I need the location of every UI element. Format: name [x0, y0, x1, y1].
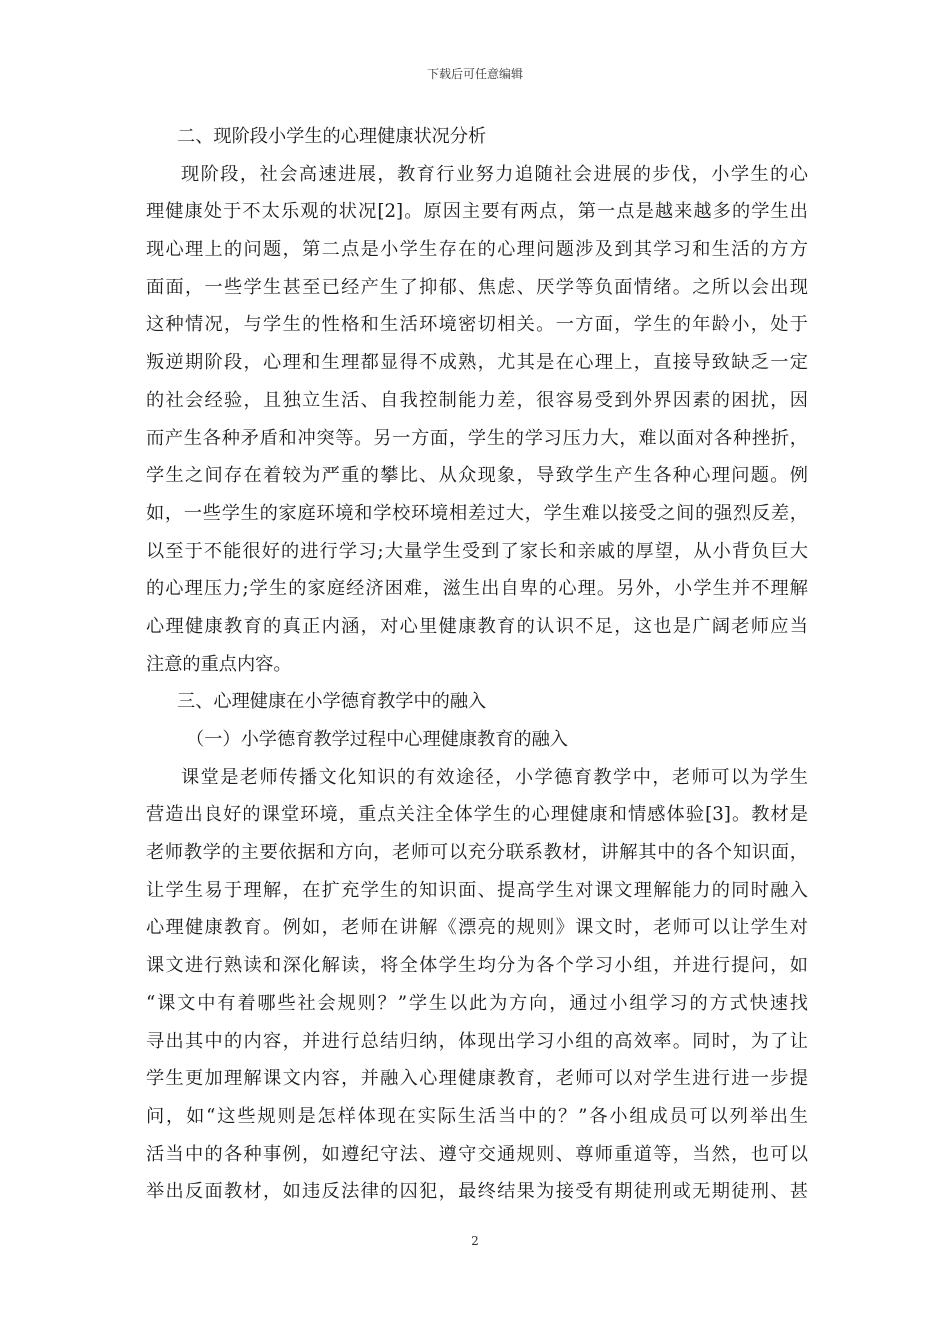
- paragraph-line: 问，如“这些规则是怎样体现在实际生活当中的？”各小组成员可以列举出生: [146, 1105, 808, 1127]
- subsection-heading: （一）小学德育教学过程中心理健康教育的融入: [186, 729, 568, 750]
- paragraph-line: 学生之间存在着较为严重的攀比、从众现象，导致学生产生各种心理问题。例: [146, 465, 808, 487]
- paragraph-line: 注意的重点内容。: [146, 653, 292, 675]
- paragraph-line: 而产生各种矛盾和冲突等。另一方面，学生的学习压力大，难以面对各种挫折，: [146, 427, 808, 449]
- paragraph-line: 老师教学的主要依据和方向，老师可以充分联系教材，讲解其中的各个知识面，: [146, 842, 808, 864]
- paragraph-line: 以至于不能很好的进行学习;大量学生受到了家长和亲戚的厚望，从小背负巨大: [146, 540, 808, 562]
- paragraph-line: 让学生易于理解，在扩充学生的知识面、提高学生对课文理解能力的同时融入: [146, 879, 808, 901]
- paragraph-line: 面面，一些学生甚至已经产生了抑郁、焦虑、厌学等负面情绪。之所以会出现: [146, 276, 808, 298]
- paragraph-line: 寻出其中的内容，并进行总结归纳，体现出学习小组的高效率。同时，为了让: [146, 1030, 808, 1052]
- paragraph-line: 如，一些学生的家庭环境和学校环境相差过大，学生难以接受之间的强烈反差，: [146, 502, 808, 524]
- paragraph-line: 理健康处于不太乐观的状况[2]。原因主要有两点，第一点是越来越多的学生出: [146, 201, 808, 223]
- paragraph-line: 营造出良好的课堂环境，重点关注全体学生的心理健康和情感体验[3]。教材是: [146, 804, 808, 826]
- paragraph-line: 现心理上的问题，第二点是小学生存在的心理问题涉及到其学习和生活的方方: [146, 239, 808, 261]
- section-heading: 二、现阶段小学生的心理健康状况分析: [177, 126, 487, 147]
- paragraph-line: 这种情况，与学生的性格和生活环境密切相关。一方面，学生的年龄小，处于: [146, 314, 808, 336]
- paragraph-line: 学生更加理解课文内容，并融入心理健康教育，老师可以对学生进行进一步提: [146, 1068, 808, 1090]
- paragraph-line: 举出反面教材，如违反法律的囚犯，最终结果为接受有期徒刑或无期徒刑、甚: [146, 1181, 808, 1203]
- paragraph-line: 叛逆期阶段，心理和生理都显得不成熟，尤其是在心理上，直接导致缺乏一定: [146, 352, 808, 374]
- paragraph-line: 心理健康教育的真正内涵，对心里健康教育的认识不足，这也是广阔老师应当: [146, 615, 808, 637]
- paragraph-line: “课文中有着哪些社会规则？”学生以此为方向，通过小组学习的方式快速找: [146, 992, 808, 1014]
- paragraph-line: 课文进行熟读和深化解读，将全体学生均分为各个学习小组，并进行提问，如: [146, 955, 808, 977]
- paragraph-line: 现阶段，社会高速进展，教育行业努力追随社会进展的步伐，小学生的心: [181, 163, 808, 185]
- paragraph-line: 的社会经验，且独立生活、自我控制能力差，很容易受到外界因素的困扰，因: [146, 389, 808, 411]
- page-number: 2: [471, 1234, 479, 1248]
- paragraph-line: 课堂是老师传播文化知识的有效途径，小学德育教学中，老师可以为学生: [181, 766, 808, 788]
- paragraph-line: 心理健康教育。例如，老师在讲解《漂亮的规则》课文时，老师可以让学生对: [146, 917, 808, 939]
- paragraph-line: 的心理压力;学生的家庭经济困难，滋生出自卑的心理。另外，小学生并不理解: [146, 578, 808, 600]
- document-body: [146, 118, 808, 1211]
- page-header: 下载后可任意编辑: [426, 67, 523, 81]
- section-heading: 三、心理健康在小学德育教学中的融入: [177, 691, 487, 713]
- paragraph-line: 活当中的各种事例，如遵纪守法、遵守交通规则、尊师重道等，当然，也可以: [146, 1143, 808, 1165]
